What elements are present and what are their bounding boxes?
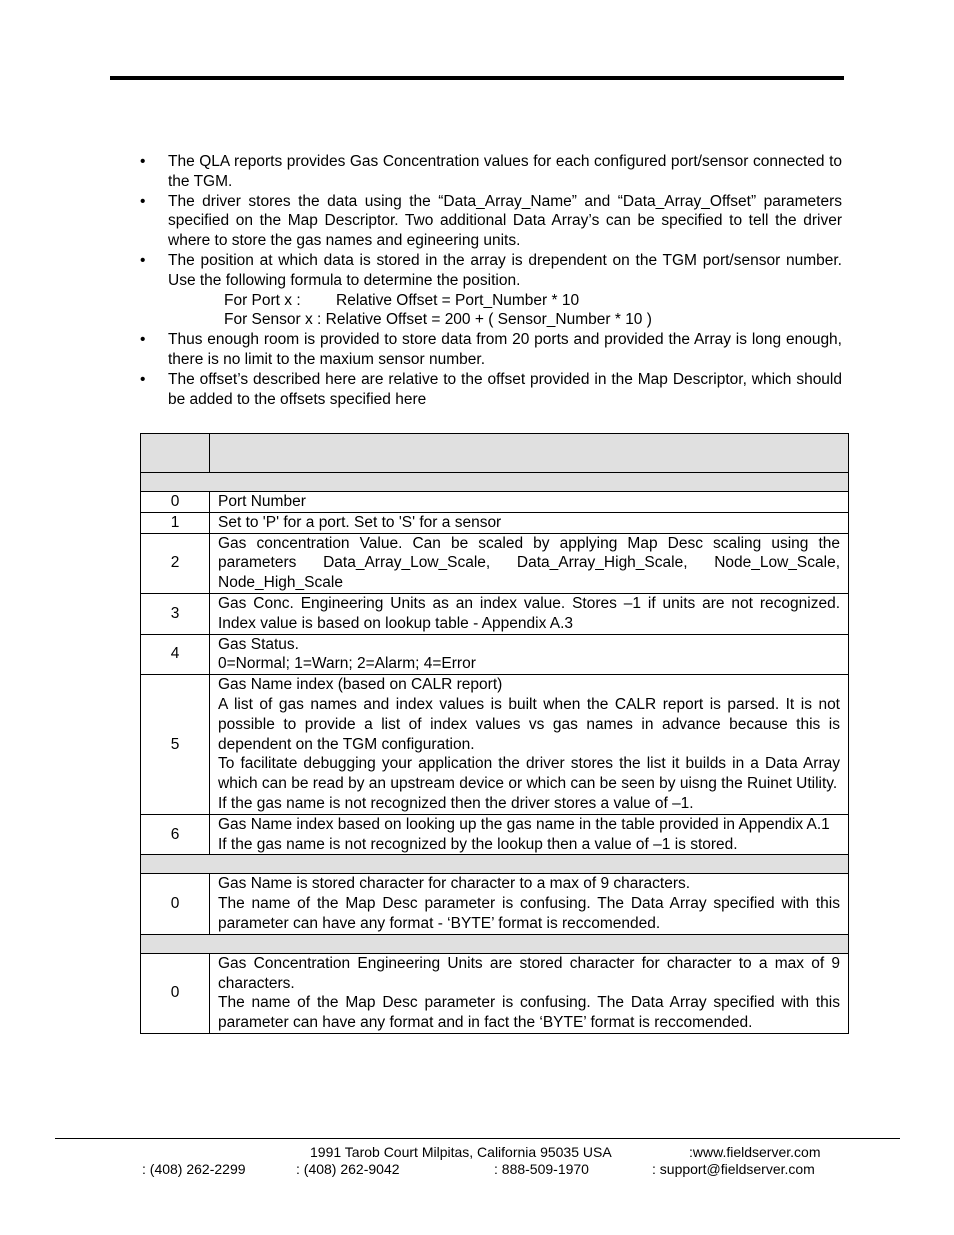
formula-sensor: For Sensor x : Relative Offset = 200 + ( Sensor_Number * 10 ) <box>224 311 652 329</box>
bullet-item: • The offset’s described here are relative to the offset provided in the Map Descriptor, which should be added to the offsets specified here <box>140 370 842 410</box>
table-row <box>141 675 849 815</box>
bullet-list <box>140 152 842 409</box>
footer-fax: : (408) 262-9042 <box>296 1161 400 1177</box>
offset-cell: 2 <box>141 533 210 593</box>
table-row <box>141 593 849 634</box>
footer-web: :www.fieldserver.com <box>689 1144 821 1160</box>
footer-address: 1991 Tarob Court Milpitas, California 95035 USA <box>310 1144 612 1160</box>
footer-phone: : (408) 262-2299 <box>142 1161 246 1177</box>
table-row <box>141 492 849 513</box>
table-row <box>141 533 849 593</box>
description-cell: Gas Name index based on looking up the gas name in the table provided in Appendix A.1 If the gas name is not recognized by the lookup then a value of –1 is stored. <box>210 814 849 855</box>
table-row <box>141 874 849 934</box>
description-cell: Gas Status. 0=Normal; 1=Warn; 2=Alarm; 4=Error <box>210 634 849 675</box>
table-header-row <box>141 434 849 473</box>
bullet-item: • The position at which data is stored in the array is drependent on the TGM port/sensor number. Use the following formula to determine the position. For Port x : Relative Offset = Port_Number * 10 For Sensor x : Relative Offset = 200 + ( Sensor_Number * 10 ) <box>140 251 842 330</box>
description-cell: Gas Name is stored character for character to a max of 9 characters. The name of the Map Desc parameter is confusing. The Data Array specified with this parameter can have any format - ‘BYTE’ format is reccomended. <box>210 874 849 934</box>
offset-cell: 6 <box>141 814 210 855</box>
offset-cell: 0 <box>141 874 210 934</box>
data-rows <box>141 492 849 855</box>
table-row <box>141 512 849 533</box>
description-cell: Gas Concentration Engineering Units are stored character for character to a max of 9 characters. The name of the Map Desc parameter is confusing. The Data Array specified with this parameter can have any format and in fact the ‘BYTE’ format is reccomended. <box>210 953 849 1033</box>
section-divider <box>141 934 849 953</box>
offset-cell: 0 <box>141 492 210 513</box>
description-cell: Gas concentration Value. Can be scaled by applying Map Desc scaling using the parameters Data_Array_Low_Scale, Data_Array_High_Scale, Node_Low_Scale, Node_High_Scale <box>210 533 849 593</box>
footer-toll-free: : 888-509-1970 <box>494 1161 589 1177</box>
description-cell: Gas Conc. Engineering Units as an index value. Stores –1 if units are not recognized. Index value is based on lookup table - Appendix A.3 <box>210 593 849 634</box>
offset-cell: 3 <box>141 593 210 634</box>
header-rule <box>110 76 844 80</box>
bullet-item: • Thus enough room is provided to store data from 20 ports and provided the Array is long enough, there is no limit to the maxium sensor number. <box>140 330 842 370</box>
offset-table <box>140 433 849 1034</box>
offset-cell: 0 <box>141 953 210 1033</box>
footer-email: : support@fieldserver.com <box>652 1161 815 1177</box>
description-cell: Gas Name index (based on CALR report) A list of gas names and index values is built when the CALR report is parsed. It is not possible to provide a list of index values vs gas names in advance because this is dependent on the TGM configuration. To facilitate debugging your application the driver stores the list it builds in a Data Array which can be read by an upstream device or which can be seen by uisng the Ruinet Utility. If the gas name is not recognized then the driver stores a value of –1. <box>210 675 849 815</box>
section-divider <box>141 855 849 874</box>
formula-port: For Port x : Relative Offset = Port_Number * 10 <box>224 291 580 309</box>
section-divider <box>141 473 849 492</box>
offset-cell: 1 <box>141 512 210 533</box>
footer-rule <box>55 1138 900 1139</box>
offset-cell: 4 <box>141 634 210 675</box>
bullet-item: • The driver stores the data using the “Data_Array_Name” and “Data_Array_Offset” parameters specified on the Map Descriptor. Two additional Data Array’s can be specified to tell the driver where to store the gas names and egineering units. <box>140 192 842 251</box>
bullet-item: • The QLA reports provides Gas Concentration values for each configured port/sensor connected to the TGM. <box>140 152 842 192</box>
offset-cell: 5 <box>141 675 210 815</box>
table-row <box>141 814 849 855</box>
table-row <box>141 634 849 675</box>
description-cell: Port Number <box>210 492 849 513</box>
description-cell: Set to 'P' for a port. Set to 'S' for a sensor <box>210 512 849 533</box>
table-row <box>141 953 849 1033</box>
